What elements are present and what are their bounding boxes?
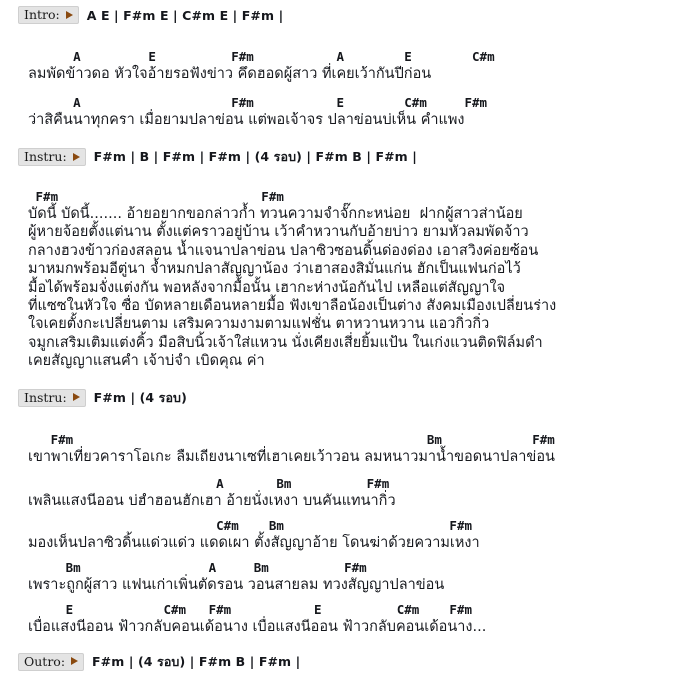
instru-badge-label: Instru: (24, 148, 67, 164)
play-icon[interactable] (73, 393, 80, 401)
spacer (0, 26, 680, 48)
intro-badge-label: Intro: (24, 6, 60, 22)
section-intro (0, 4, 680, 26)
instru-chords: F#m | B | F#m | F#m | (4 รอบ) | F#m B | F#m | (93, 149, 417, 164)
instru-badge-label: Instru: (24, 389, 67, 405)
verse-1 (0, 48, 680, 130)
lyric-line: กลางฮวงข้าวก่องสลอน น้ำแจนาปลาข่อน ปลาซิวซอนดิ้นด่องด่อง เอาสวิงค่อยซ้อน (28, 242, 539, 259)
section-instru-1 (0, 146, 680, 168)
lyric-line: ลมพัดข้าวดอ หัวใจอ้ายรอฟังข่าว คึดฮอดผู้สาว ที่เคยเว้ากันปีก่อน (28, 66, 432, 82)
lyric-line: มื้อได้พร้อมจั่งแต่งกัน พอหลังจากมื้อนั้น เฮากะห่างน้อกันไป เหลือแต่สัญญาใจ (28, 279, 506, 296)
play-icon[interactable] (73, 153, 80, 161)
intro-chords: A E | F#m E | C#m E | F#m | (86, 7, 284, 23)
play-icon[interactable] (71, 657, 78, 665)
section-outro (0, 651, 680, 673)
chord-line: F#m F#m (28, 189, 284, 204)
spacer (0, 130, 680, 146)
lyric-line: ที่แซซในหัวใจ ซื่อ บัดหลายเดือนหลายมื้อ ฟังเขาลือน้องเป็นต่าง สังคมเมืองเปลี่ยนร่าง (28, 298, 557, 315)
outro-badge-label: Outro: (24, 653, 66, 669)
instru-badge[interactable] (18, 148, 86, 166)
section-instru-2 (0, 387, 680, 409)
chord-line: E C#m F#m E C#m F#m (28, 601, 473, 617)
chord-line: Bm A Bm F#m (28, 559, 367, 575)
spacer (0, 168, 680, 188)
chorus (0, 431, 680, 637)
chord-line: A E F#m A E C#m (28, 49, 495, 64)
lyric-line: เพลินแสงนีออน บ่ฮำฮอนฮักเฮา อ้ายนั่งเหงา บนคันแทนากิ่ว (28, 492, 396, 509)
verse-2 (0, 188, 680, 371)
lyric-line: เบื่อแสงนีออน ฟ้าวกลับคอนเด้อนาง เบื่อแสงนีออน ฟ้าวกลับคอนเด้อนาง... (28, 618, 487, 635)
play-icon[interactable] (66, 11, 73, 19)
intro-badge[interactable] (18, 6, 79, 24)
lyric-line: มองเห็นปลาซิวดิ้นแด่วแด่ว แดดเผา ตั้งสัญญาอ้าย โดนฆ่าด้วยความเหงา (28, 534, 480, 551)
spacer (0, 371, 680, 387)
instru-badge[interactable] (18, 389, 86, 407)
lyric-line: จมูกเสริมเติมแต่งคิ้ว มือสิบนิ้วเจ้าใส่แหวน นั่งเคียงเสี่ยยิ้มแป้น ในเก่งแวนติดฟิล์มดำ (28, 334, 543, 351)
chord-line: C#m Bm F#m (28, 517, 473, 533)
lyric-line: มาหมกพร้อมอีตู่นา จ้ำหมกปลาสัญญาน้อง ว่าเฮาสองสิมั่นแก่น ฮักเป็นแฟนก่อไว้ (28, 261, 521, 278)
lyric-line: ผู้หายจ้อยตั้งแต่นาน ตั้งแต่คราวอยู่บ้าน เว้าคำหวานกับอ้ายบ่าว ยามหัวลมพัดจ้าว (28, 224, 529, 241)
lyric-line: ว่าสิคืนนาทุกครา เมื่อยามปลาข่อน แต่พอเจ้าจร ปลาข่อนบ่เห็น คำแพง (28, 112, 465, 128)
spacer (28, 84, 680, 94)
lyric-line: เคยสัญญาแสนคำ เจ้าบ่จำ เบิดคุณ ค่า (28, 353, 265, 370)
lyric-line: บัดนี้ บัดนี้....... อ้ายอยากขอกล่าวก้ำ ทวนความจำจั๊กกะหน่อย ฝากผู้สาวส่าน้อย (28, 206, 523, 222)
outro-chords: F#m | (4 รอบ) | F#m B | F#m | (92, 653, 301, 669)
instru-chords: F#m | (4 รอบ) (93, 389, 187, 405)
lyric-line: เพราะถูกผู้สาว แฟนเก่าเพิ่นตัดรอน วอนสายลม ทวงสัญญาปลาข่อน (28, 576, 445, 593)
lyric-line: ใจเคยตั้งกะเปลี่ยนตาม เสริมความงามตามแฟชั่น ตาหวานหวาน แอวกิ่วกิ่ว (28, 316, 490, 333)
chord-line: A F#m E C#m F#m (28, 95, 488, 110)
spacer (0, 637, 680, 651)
chord-line: F#m Bm F#m (28, 431, 555, 447)
spacer (28, 467, 680, 475)
chord-line: A Bm F#m (28, 475, 390, 491)
outro-badge[interactable] (18, 653, 84, 671)
spacer (0, 409, 680, 431)
lyric-line: เขาพาเที่ยวคาราโอเกะ ลืมเถียงนาเซที่เฮาเคยเว้าวอน ลมหนาวมาน้ำขอดนาปลาข่อน (28, 448, 555, 465)
